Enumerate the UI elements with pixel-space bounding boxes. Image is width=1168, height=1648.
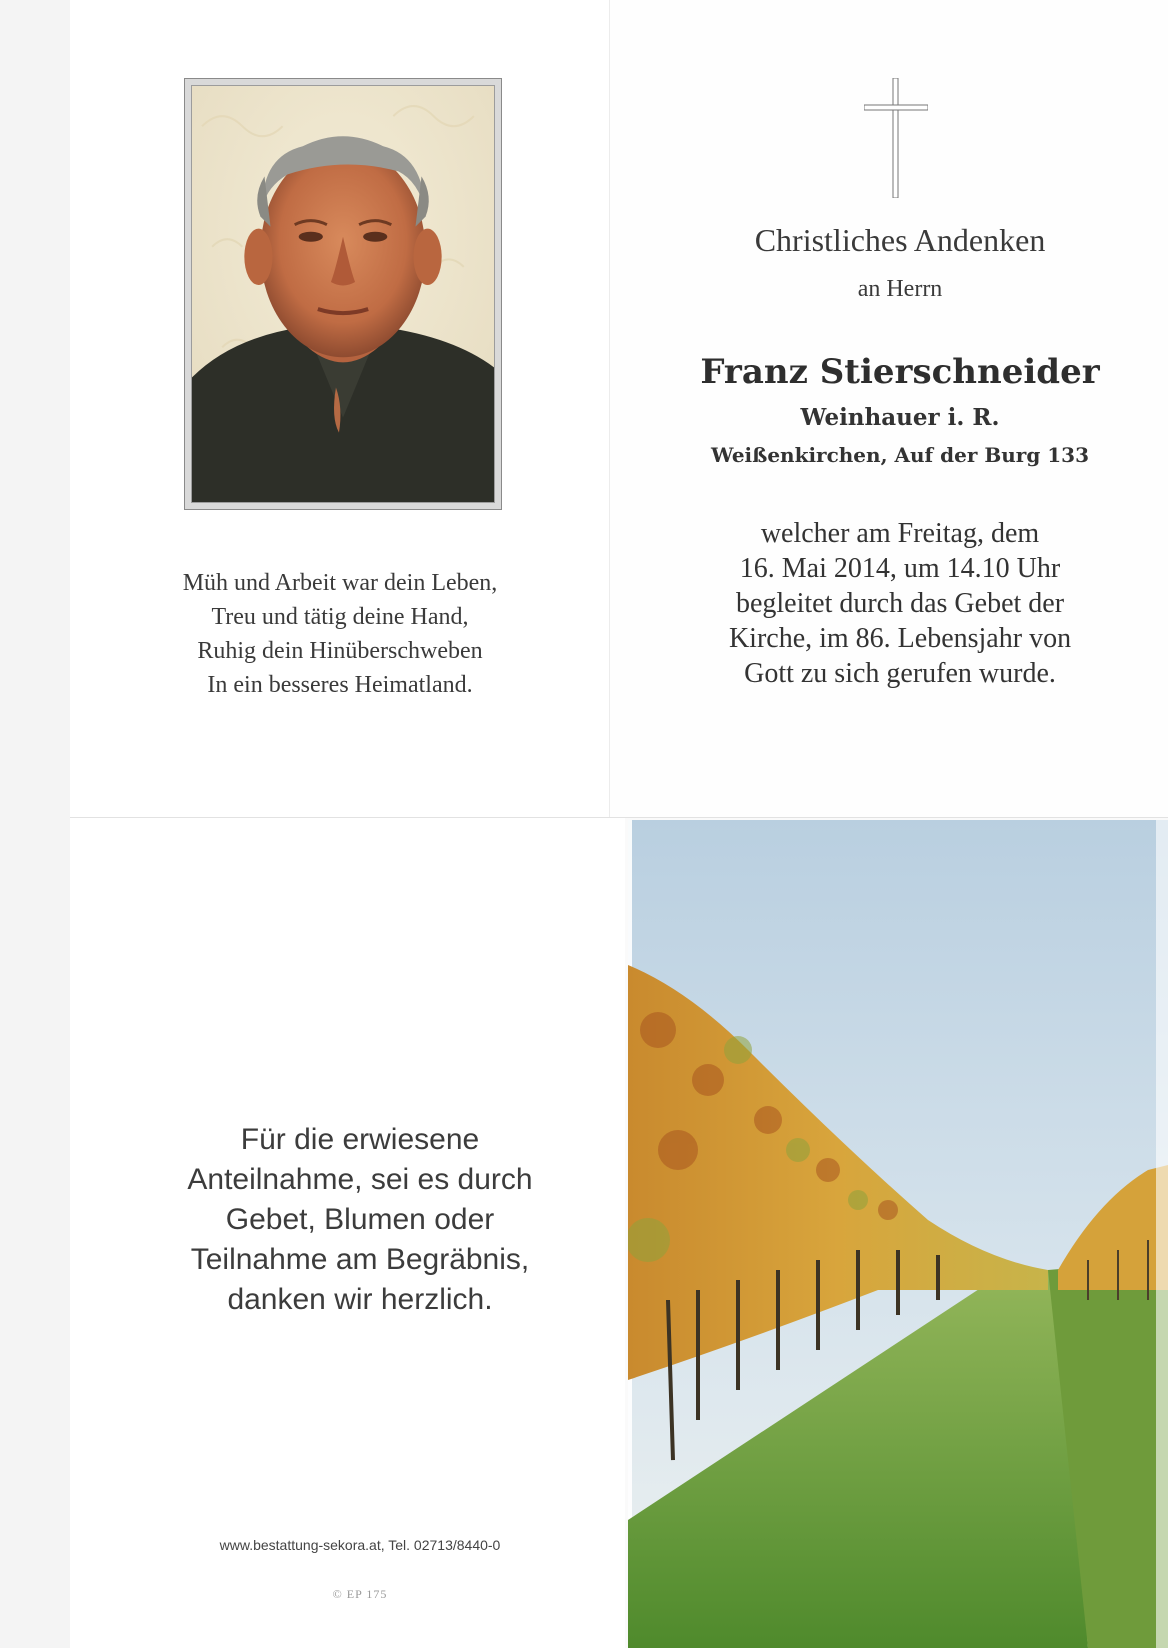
vertical-fold xyxy=(609,0,610,818)
address: Weißenkirchen, Auf der Burg 133 xyxy=(710,443,1090,467)
profession: Weinhauer i. R. xyxy=(800,404,1000,431)
funeral-home-contact: www.bestattung-sekora.at, Tel. 02713/8440-0 xyxy=(219,1537,501,1553)
poem-line: Ruhig dein Hinüberschweben xyxy=(197,638,483,664)
copyright-mark: © EP 175 xyxy=(332,1587,388,1601)
deceased-name: Franz Stierschneider xyxy=(700,352,1100,392)
poem-line: Treu und tätig deine Hand, xyxy=(211,604,469,630)
passing-line: welcher am Freitag, dem xyxy=(760,518,1040,549)
salutation: an Herrn xyxy=(857,276,943,302)
memorial-poem xyxy=(120,566,560,702)
passing-line: Gott zu sich gerufen wurde. xyxy=(744,658,1056,689)
thanks-line: Für die erwiesene xyxy=(240,1123,480,1156)
vineyard-image xyxy=(628,820,1168,1648)
horizontal-fold xyxy=(70,817,1168,818)
passing-line: 16. Mai 2014, um 14.10 Uhr xyxy=(739,553,1061,584)
thanks-line: Teilnahme am Begräbnis, xyxy=(190,1243,530,1276)
thanks-line: Anteilnahme, sei es durch xyxy=(187,1163,533,1196)
cross-icon xyxy=(864,78,928,202)
poem-line: Müh und Arbeit war dein Leben, xyxy=(182,570,498,596)
portrait-frame xyxy=(184,78,502,510)
poem-line: In ein besseres Heimatland. xyxy=(207,672,473,698)
memorial-heading: Christliches Andenken xyxy=(754,222,1046,258)
portrait-photo xyxy=(191,85,495,503)
thanks-message xyxy=(130,1120,590,1320)
passing-notice xyxy=(680,516,1120,691)
passing-line: begleitet durch das Gebet der xyxy=(735,588,1065,619)
thanks-line: Gebet, Blumen oder xyxy=(225,1203,495,1236)
passing-line: Kirche, im 86. Lebensjahr von xyxy=(728,623,1072,654)
thanks-line: danken wir herzlich. xyxy=(227,1283,493,1316)
